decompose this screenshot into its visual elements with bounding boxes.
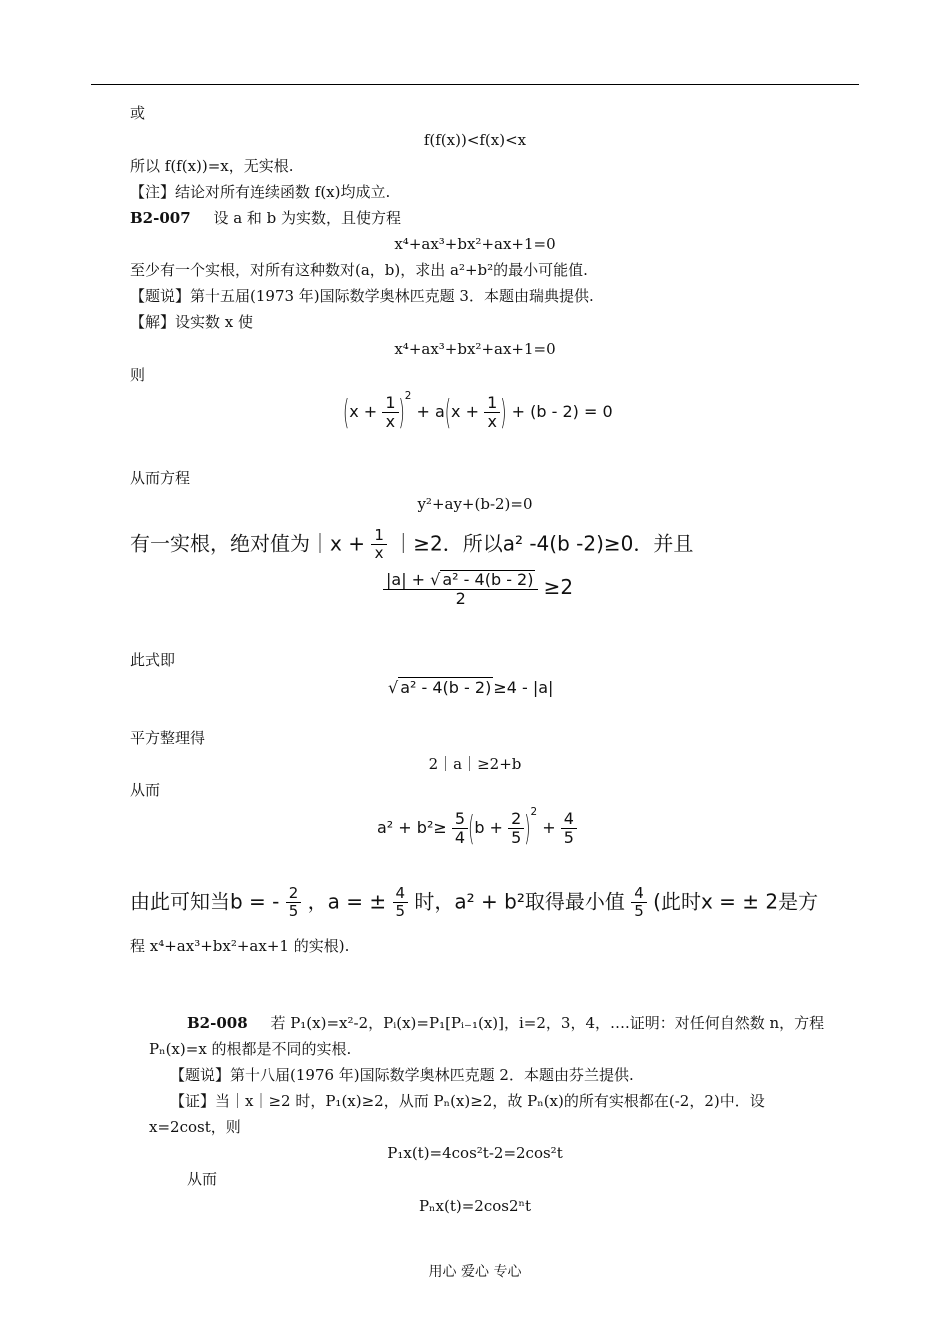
- text-this-means: 此式即: [130, 651, 176, 669]
- problem-id: B2-007: [130, 209, 191, 227]
- problem-source: 【题说】第十五届(1973 年)国际数学奥林匹克题 3．本题由瑞典提供.: [130, 287, 594, 305]
- proof-start: 【证】当｜x｜≥2 时，P₁(x)≥2，从而 Pₙ(x)≥2，故 Pₙ(x)的所有实根都在(-2，2)中．设: [170, 1092, 765, 1110]
- text-root-of-equation: 程 x⁴+ax³+bx²+ax+1 的实根).: [130, 937, 350, 955]
- text-minimum-value: 由此可知当b = - $\frac{2}{5}$ ，a = ± $\frac{4}{5}$ 时，a² + b²取得最小值 $\frac{4}{5}$ (此时x = ± 2是方: [130, 884, 819, 921]
- equation-quartic-2: x⁴+ax³+bx²+ax+1=0: [394, 340, 556, 358]
- equation-substitution: (x + $\frac{1}{x}$ )$^2$ + a(x + $\frac{1}{x}$ ) + (b - 2) = 0: [343, 390, 613, 433]
- problem-text: 设 a 和 b 为实数，且使方程: [213, 209, 402, 227]
- proof-substitute: x=2cost，则: [149, 1118, 241, 1136]
- text-conclusion: 所以 f(f(x))=x，无实根.: [130, 157, 294, 175]
- header-rule: [91, 84, 859, 85]
- equation-quartic: x⁴+ax³+bx²+ax+1=0: [394, 235, 556, 253]
- text-then: 则: [130, 366, 146, 384]
- equation-quadratic: y²+ay+(b-2)=0: [417, 495, 533, 513]
- text-real-root-abs: 有一实根，绝对值为｜x + $\frac{1}{x}$ ｜≥2．所以a² -4(b -2)≥0．并且: [130, 526, 694, 563]
- problem-source-2: 【题说】第十八届(1976 年)国际数学奥林匹克题 2．本题由芬兰提供.: [170, 1066, 634, 1084]
- problem-b2-008: [187, 1013, 824, 1033]
- solution-start: 【解】设实数 x 使: [130, 313, 253, 331]
- note-continuous: 【注】结论对所有连续函数 f(x)均成立.: [130, 183, 391, 201]
- equation-abs-a: 2｜a｜≥2+b: [428, 755, 522, 773]
- inequality-fffx: f(f(x))<f(x)<x: [423, 131, 527, 149]
- equation-min-bound: a² + b²≥ $\frac{5}{4}$ (b + $\frac{2}{5}$ )$^2$ + $\frac{4}{5}$: [377, 806, 577, 847]
- problem-claim: Pₙ(x)=x 的根都是不同的实根.: [149, 1040, 352, 1058]
- problem-text-2: 若 P₁(x)=x²-2，Pᵢ(x)=P₁[Pᵢ₋₁(x)]，i=2，3，4，….证明：对任何自然数 n，方程: [270, 1014, 825, 1032]
- problem-id-2: B2-008: [187, 1014, 248, 1032]
- page-footer: 用心 爱心 专心: [428, 1264, 522, 1280]
- text-hence: 从而: [130, 781, 161, 799]
- equation-sqrt-ineq: √ a² - 4(b - 2) ≥4 - |a|: [388, 678, 554, 697]
- problem-b2-007: [130, 208, 401, 228]
- text-or: 或: [130, 104, 146, 122]
- equation-p1: P₁x(t)=4cos²t-2=2cos²t: [387, 1144, 563, 1162]
- text-hence-2: 从而: [187, 1170, 218, 1188]
- equation-pn: Pₙx(t)=2cos2ⁿt: [418, 1197, 532, 1215]
- text-square: 平方整理得: [130, 729, 206, 747]
- problem-question: 至少有一个实根，对所有这种数对(a，b)，求出 a²+b²的最小可能值.: [130, 261, 588, 279]
- equation-abs-sqrt: $\frac{\text{|a| + √ a² - 4(b - 2)}}{2}$ ≥2: [383, 570, 573, 609]
- text-hence-equation: 从而方程: [130, 469, 191, 487]
